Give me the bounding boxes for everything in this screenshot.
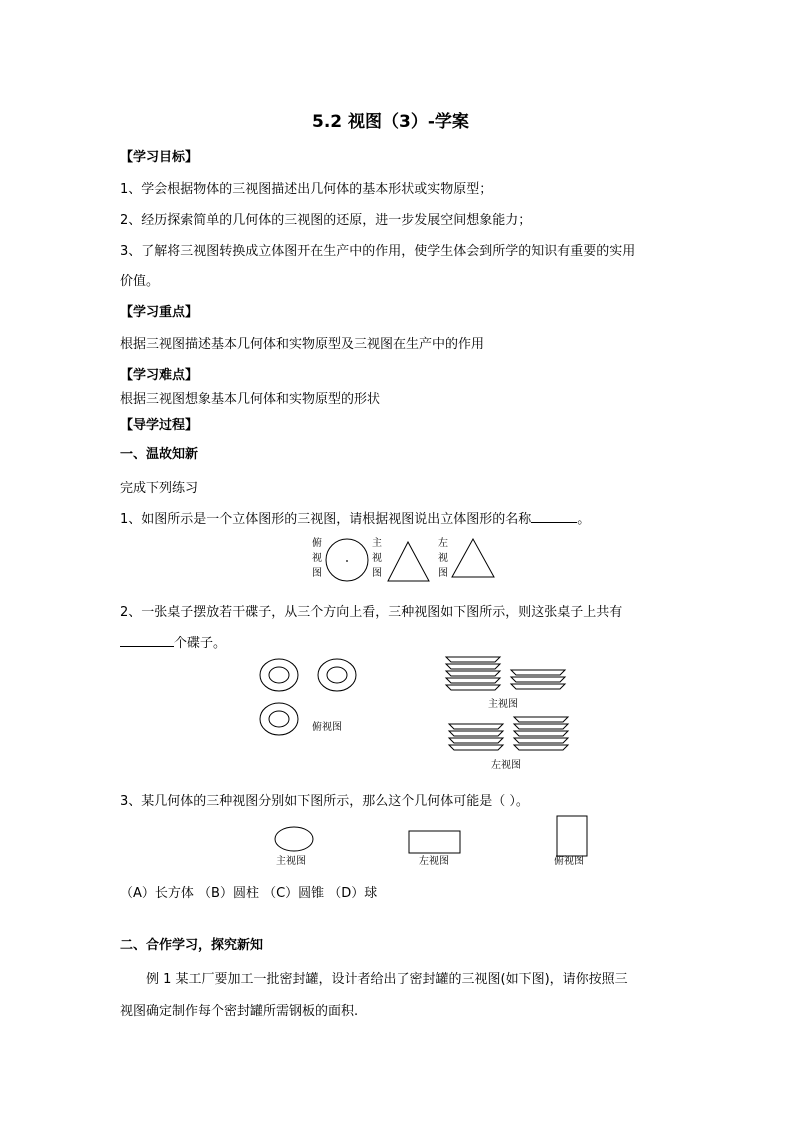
q3-front-label: 主视图	[276, 856, 306, 867]
q2-answer-blank[interactable]	[120, 635, 174, 647]
q1-front-view-label: 主 视 图	[372, 538, 382, 579]
difficulty-heading: 【学习难点】	[120, 368, 199, 383]
q3-left-label: 左视图	[419, 856, 449, 867]
part2-heading: 二、合作学习，探究新知	[120, 938, 264, 953]
q1-end: 。	[577, 512, 591, 527]
q1-front-view-triangle	[386, 540, 436, 584]
goals-heading: 【学习目标】	[120, 150, 199, 165]
q1-question: 1、如图所示是一个立体图形的三视图，请根据视图说出立体图形的名称	[120, 512, 532, 527]
focus-heading: 【学习重点】	[120, 305, 199, 320]
q2-tail: 个碟子。	[174, 636, 227, 651]
goal-item-3: 3、了解将三视图转换成立体图开在生产中的作用，使学生体会到所学的知识有重要的实用	[120, 244, 636, 259]
goal-item-1: 1、学会根据物体的三视图描述出几何体的基本形状或实物原型；	[120, 182, 493, 197]
goal-item-3-cont: 价值。	[120, 274, 160, 289]
q2-left-view-label: 左视图	[491, 760, 521, 771]
q1-left-view-triangle	[451, 538, 501, 582]
q2-text: 2、一张桌子摆放若干碟子，从三个方向上看，三种视图如下图所示，则这张桌子上共有	[120, 605, 623, 620]
q3-front-view-ellipse	[274, 825, 318, 855]
difficulty-text: 根据三视图想象基本几何体和实物原型的形状	[120, 392, 381, 407]
q1-top-view-circle	[325, 538, 375, 584]
q1-top-view-label: 俯 视 图	[312, 538, 322, 579]
q3-options: （A）长方体 （B）圆柱 （C）圆锥 （D）球	[120, 886, 378, 901]
q2-front-view-label: 主视图	[488, 699, 518, 710]
q2-tail-line	[120, 632, 226, 651]
q1-text	[120, 508, 590, 527]
q1-answer-blank[interactable]	[531, 511, 577, 523]
q3-top-label: 俯视图	[554, 856, 584, 867]
q2-front-view-stacks	[445, 654, 575, 696]
process-heading: 【导学过程】	[120, 418, 199, 433]
example1-line2: 视图确定制作每个密封罐所需钢板的面积.	[120, 1004, 359, 1019]
q3-text: 3、某几何体的三种视图分别如下图所示，那么这个几何体可能是（ ）。	[120, 794, 529, 809]
focus-text: 根据三视图描述基本几何体和实物原型及三视图在生产中的作用	[120, 337, 485, 352]
page-title: 5.2 视图（3）-学案	[312, 112, 469, 132]
q2-top-view-label: 俯视图	[312, 722, 342, 733]
part1-intro: 完成下列练习	[120, 481, 199, 496]
q2-top-view-plates	[258, 656, 358, 738]
q2-left-view-stacks	[448, 715, 578, 755]
part1-heading: 一、温故知新	[120, 447, 199, 462]
q1-left-view-label: 左 视 图	[438, 538, 448, 579]
example1-line1: 例 1 某工厂要加工一批密封罐，设计者给出了密封罐的三视图(如下图)，请你按照三	[146, 972, 628, 987]
goal-item-2: 2、经历探索简单的几何体的三视图的还原，进一步发展空间想象能力；	[120, 213, 532, 228]
